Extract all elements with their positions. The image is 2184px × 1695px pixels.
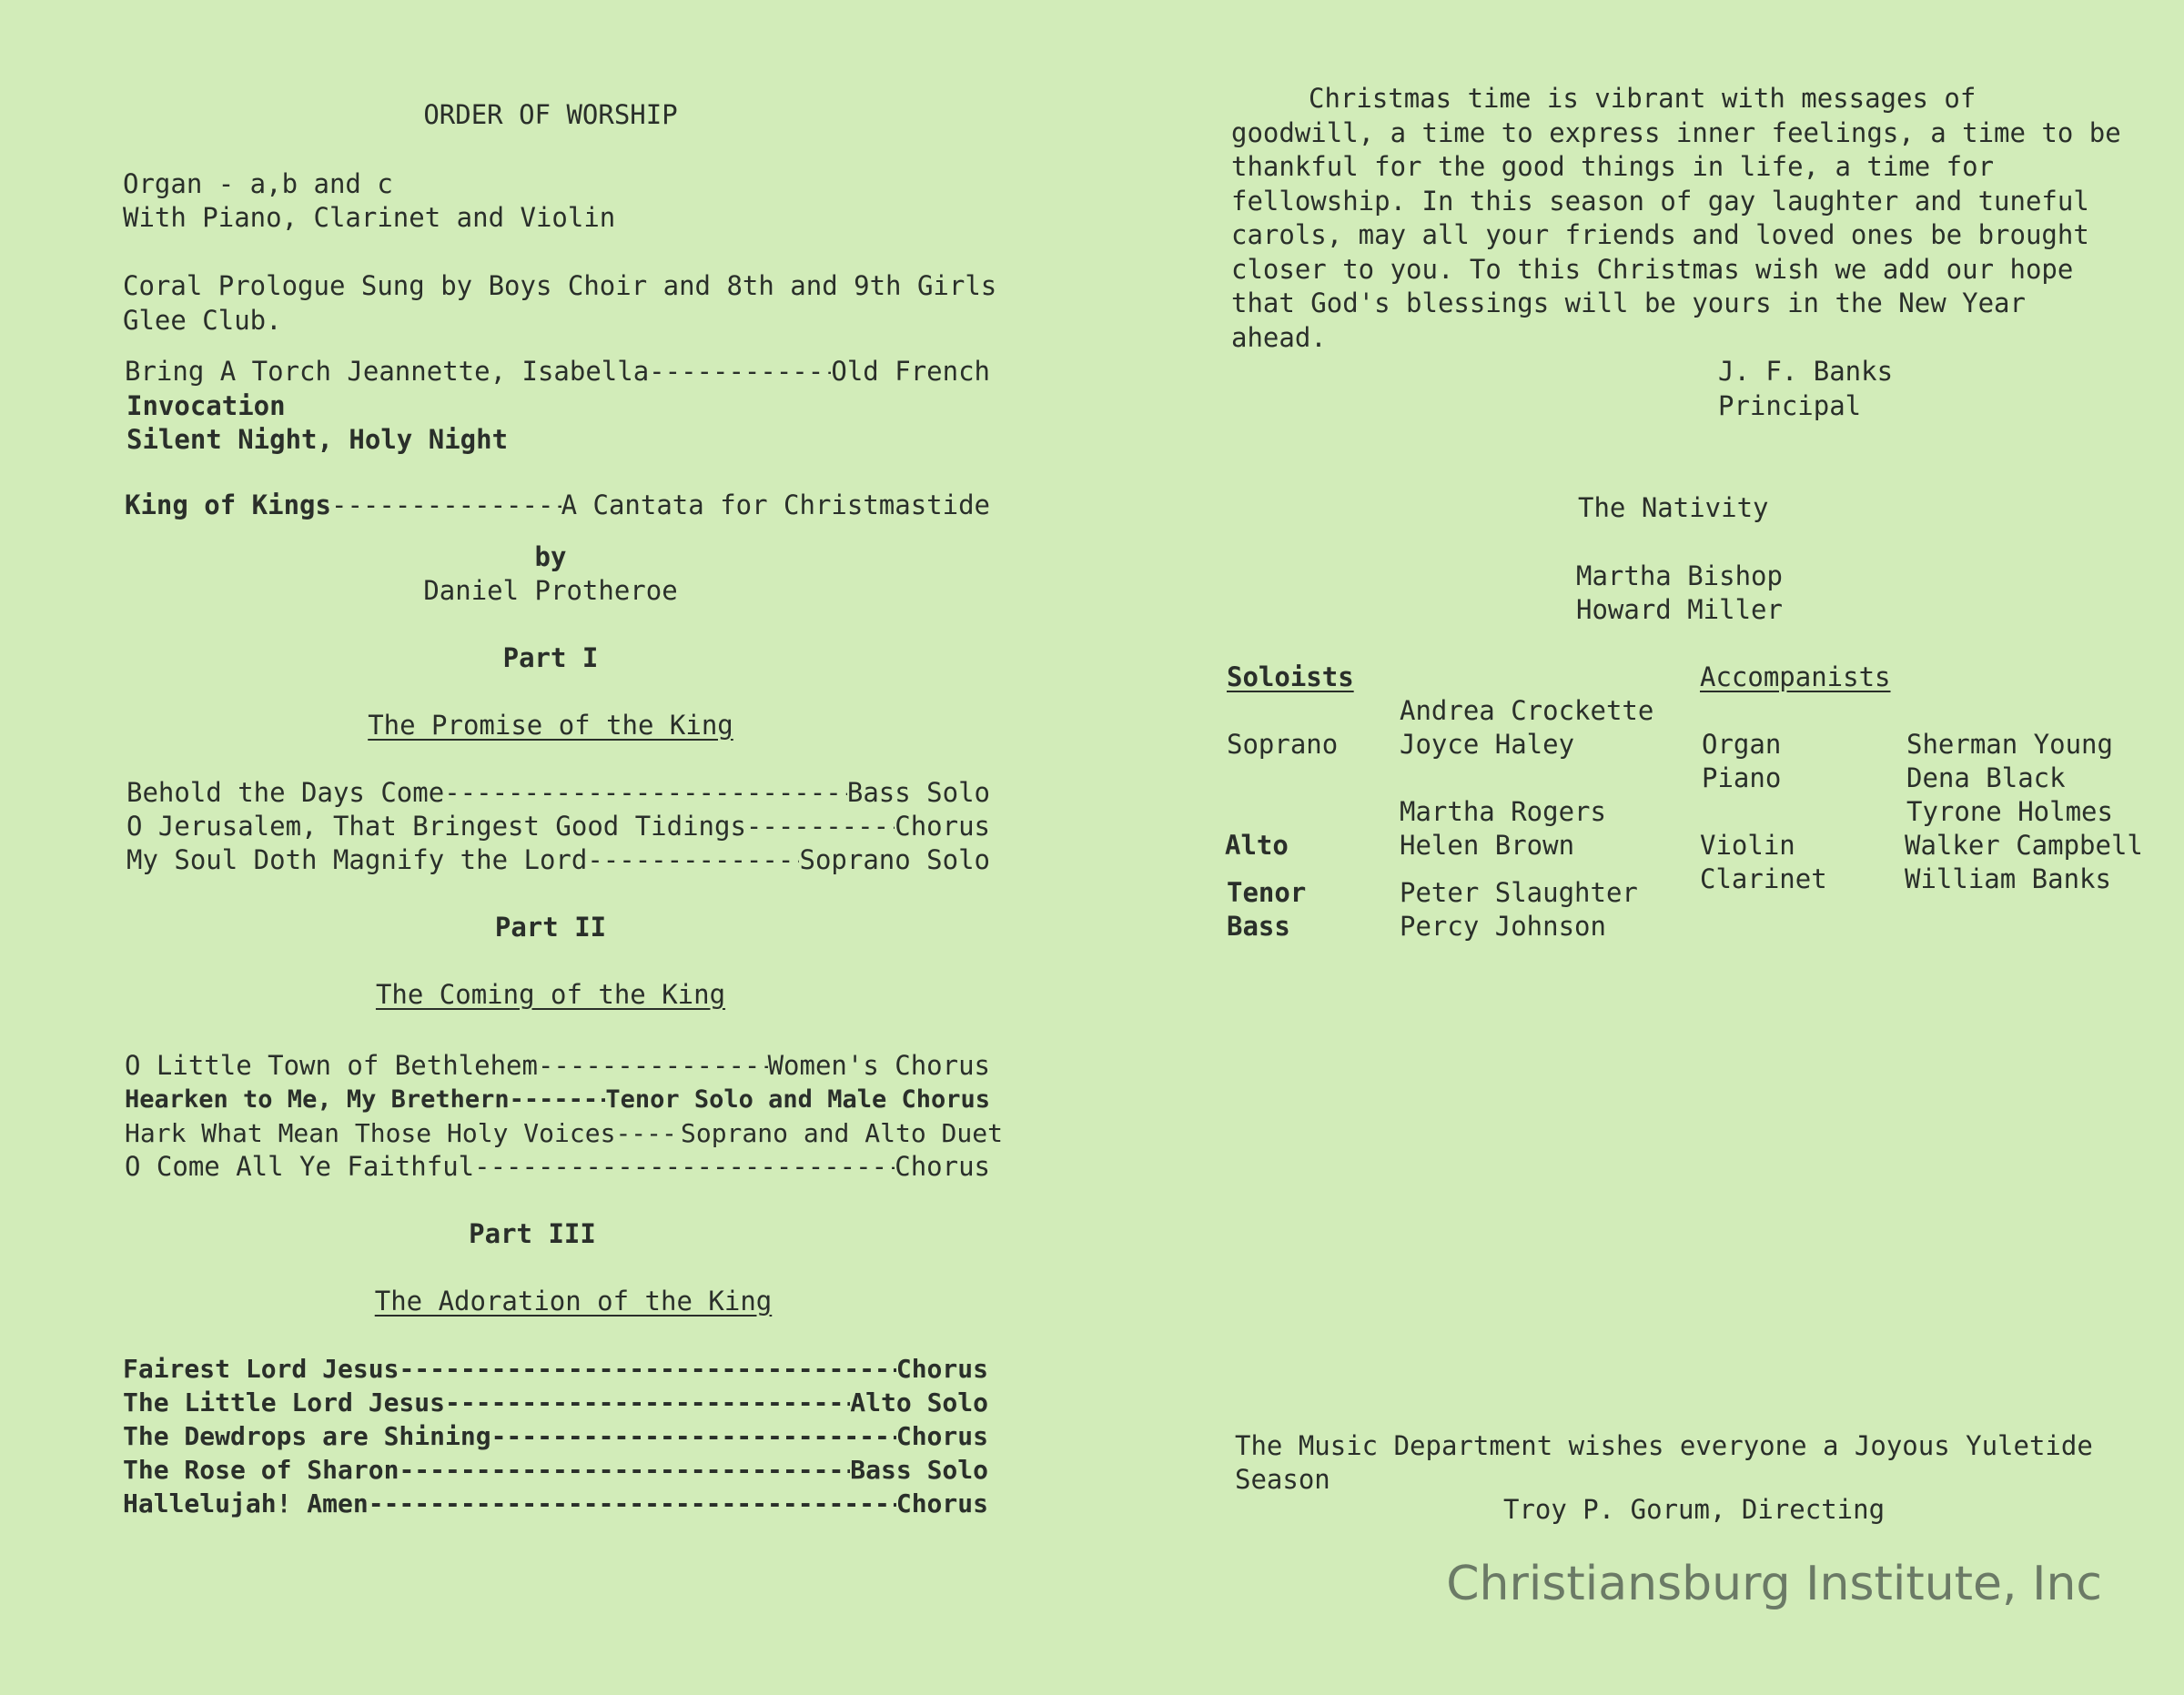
accompanist-name: Walker Campbell xyxy=(1905,830,2143,861)
accompanist-name: Dena Black xyxy=(1906,762,2066,793)
closing-line-1: The Music Department wishes everyone a Joyous Yuletide xyxy=(1235,1430,2093,1461)
leader-dashes xyxy=(445,1386,850,1419)
nativity-cast-2: Howard Miller xyxy=(1576,594,1783,625)
item-credit: Soprano Solo xyxy=(799,844,990,875)
soloist-name: Joyce Haley xyxy=(1400,729,1575,760)
item-credit: Soprano and Alto Duet xyxy=(680,1118,1003,1148)
part-3-label: Part III xyxy=(469,1218,596,1249)
program-item xyxy=(125,1083,990,1116)
program-item xyxy=(123,1352,988,1386)
silent-night-line: Silent Night, Holy Night xyxy=(126,424,509,455)
christmas-message xyxy=(1231,82,2132,355)
organ-line-1: Organ - a,b and c xyxy=(123,168,393,199)
accompanist-name: William Banks xyxy=(1905,863,2111,894)
leader-dashes xyxy=(587,843,799,877)
leader-dashes xyxy=(331,489,561,522)
item-title: O Jerusalem, That Bringest Good Tidings xyxy=(126,811,746,842)
cantata-title: King of Kings xyxy=(125,489,331,520)
director-line: Troy P. Gorum, Directing xyxy=(1503,1494,1886,1525)
item-credit: Tenor Solo and Male Chorus xyxy=(605,1085,990,1114)
item-title: Fairest Lord Jesus xyxy=(123,1354,399,1384)
item-credit: Alto Solo xyxy=(850,1387,988,1418)
leader-dashes xyxy=(746,810,895,843)
closing-line-2: Season xyxy=(1235,1464,1330,1495)
part-1-label: Part I xyxy=(502,642,599,673)
item-title: My Soul Doth Magnify the Lord xyxy=(126,844,588,875)
nativity-heading: The Nativity xyxy=(1578,492,1769,523)
item-title: O Little Town of Bethlehem xyxy=(125,1050,538,1081)
soloist-name: Martha Rogers xyxy=(1400,796,1606,827)
item-credit: Chorus xyxy=(895,1421,988,1451)
soloist-name: Andrea Crockette xyxy=(1400,695,1654,726)
leader-dashes xyxy=(538,1049,768,1083)
item-credit: Chorus xyxy=(895,1151,990,1182)
part-2-label: Part II xyxy=(494,912,607,943)
soloist-name: Percy Johnson xyxy=(1400,911,1606,942)
order-of-worship-heading: ORDER OF WORSHIP xyxy=(423,99,678,130)
leader-dashes xyxy=(369,1487,896,1520)
program-item xyxy=(123,1419,988,1453)
item-title: Bring A Torch Jeannette, Isabella xyxy=(125,356,650,387)
item-credit: Old French xyxy=(831,356,990,387)
part-3-title: The Adoration of the King xyxy=(374,1286,773,1317)
tenor-label: Tenor xyxy=(1227,877,1307,908)
cantata-line xyxy=(125,489,990,522)
organ-label: Organ xyxy=(1702,729,1782,760)
accompanist-name: Sherman Young xyxy=(1906,729,2113,760)
leader-dashes xyxy=(491,1419,896,1453)
program-item xyxy=(125,1150,990,1184)
item-credit: Bass Solo xyxy=(846,777,990,808)
item-credit: Women's Chorus xyxy=(767,1050,990,1081)
alto-label: Alto xyxy=(1225,830,1289,861)
leader-dashes xyxy=(444,776,847,810)
by-line: by xyxy=(534,541,567,572)
leader-dashes xyxy=(399,1352,895,1386)
item-title: Hearken to Me, My Brethern xyxy=(125,1085,510,1114)
piano-label: Piano xyxy=(1702,762,1782,793)
prologue-line-2: Glee Club. xyxy=(123,305,282,336)
leader-dashes xyxy=(615,1116,681,1150)
clarinet-label: Clarinet xyxy=(1700,863,1827,894)
organ-line-2: With Piano, Clarinet and Violin xyxy=(123,202,616,233)
soloists-heading: Soloists xyxy=(1227,661,1354,692)
program-item xyxy=(126,843,990,877)
bass-label: Bass xyxy=(1227,911,1290,942)
item-credit: Bass Solo xyxy=(850,1455,988,1485)
signature-title: Principal xyxy=(1718,390,1862,421)
accompanist-name: Tyrone Holmes xyxy=(1906,796,2113,827)
nativity-cast-1: Martha Bishop xyxy=(1576,560,1783,591)
soprano-label: Soprano xyxy=(1227,729,1339,760)
part-3-title-wrap xyxy=(332,1285,814,1318)
christmas-message-text: Christmas time is vibrant with messages of goodwill, a time to express inner feelings, a time to be thankful for the good things in life, a time for fellowship. In this season of gay laughter and tuneful carols, may all your friends and loved ones be brought closer to you. To this Christmas wish we add our hope that God's blessings will be yours in the New Year ahead. xyxy=(1231,83,2121,353)
part-1-title-wrap xyxy=(309,709,792,742)
item-credit: Chorus xyxy=(895,1354,988,1384)
program-item xyxy=(125,1049,990,1083)
leader-dashes xyxy=(510,1083,606,1116)
item-title: Behold the Days Come xyxy=(126,777,445,808)
soloist-name: Peter Slaughter xyxy=(1400,877,1638,908)
accompanists-heading: Accompanists xyxy=(1700,661,1891,692)
program-item xyxy=(123,1487,988,1520)
watermark: Christiansburg Institute, Inc xyxy=(1446,1557,2102,1611)
part-2-title: The Coming of the King xyxy=(375,979,726,1010)
right-page xyxy=(1092,0,2184,1695)
invocation-line: Invocation xyxy=(126,390,286,421)
program-item xyxy=(123,1386,988,1419)
item-title: The Rose of Sharon xyxy=(123,1455,399,1485)
item-credit: Chorus xyxy=(895,811,990,842)
item-credit: Chorus xyxy=(895,1488,988,1518)
prologue-line-1: Coral Prologue Sung by Boys Choir and 8th and 9th Girls xyxy=(123,270,997,301)
signature-name: J. F. Banks xyxy=(1718,356,1894,387)
leader-dashes xyxy=(649,355,831,388)
cantata-credit: A Cantata for Christmastide xyxy=(561,489,990,520)
part-1-title: The Promise of the King xyxy=(368,710,733,741)
program-item xyxy=(125,355,990,388)
composer-line: Daniel Protheroe xyxy=(423,575,678,606)
part-2-title-wrap xyxy=(309,978,792,1012)
program-item xyxy=(126,810,990,843)
leader-dashes xyxy=(474,1150,895,1184)
program-item xyxy=(123,1453,988,1487)
program-item xyxy=(125,1116,1003,1150)
soloist-name: Helen Brown xyxy=(1400,830,1575,861)
item-title: The Little Lord Jesus xyxy=(123,1387,446,1418)
program-item xyxy=(126,776,990,810)
violin-label: Violin xyxy=(1700,830,1795,861)
item-title: Hark What Mean Those Holy Voices xyxy=(125,1118,616,1148)
item-title: O Come All Ye Faithful xyxy=(125,1151,475,1182)
leader-dashes xyxy=(399,1453,850,1487)
item-title: The Dewdrops are Shining xyxy=(123,1421,491,1451)
item-title: Hallelujah! Amen xyxy=(123,1488,369,1518)
